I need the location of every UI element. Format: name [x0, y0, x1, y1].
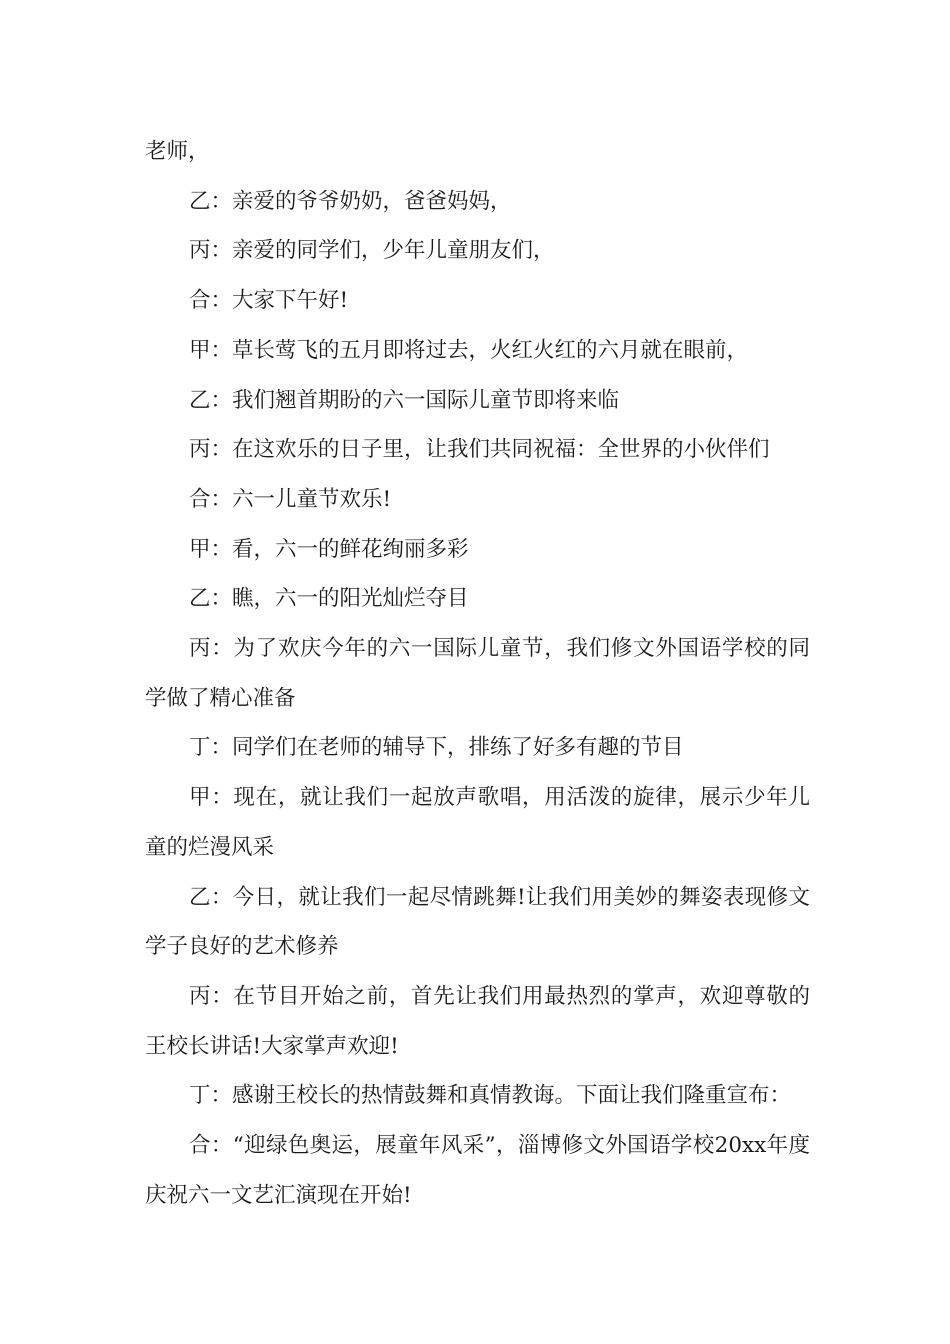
paragraph: 乙：我们翘首期盼的六一国际儿童节即将来临: [189, 387, 620, 413]
paragraph: 合：“迎绿色奥运，展童年风采”，淄博修文外国语学校20xx年度庆祝六一文艺汇演现在开始!: [145, 1133, 810, 1208]
paragraph: 合：六一儿童节欢乐!: [189, 486, 392, 512]
paragraph: 丙：在节目开始之前，首先让我们用最热烈的掌声，欢迎尊敬的王校长讲话!大家掌声欢迎!: [145, 983, 810, 1059]
paragraph: 丙：在这欢乐的日子里，让我们共同祝福：全世界的小伙伴们: [189, 437, 770, 463]
paragraph: 合：大家下午好!: [189, 288, 349, 314]
paragraph: 丁：感谢王校长的热情鼓舞和真情教诲。下面让我们隆重宣布：: [189, 1083, 792, 1109]
paragraph: 丁：同学们在老师的辅导下，排练了好多有趣的节目: [189, 735, 684, 761]
paragraph-continuation: 老师，: [145, 139, 210, 164]
paragraph: 乙：亲爱的爷爷奶奶，爸爸妈妈，: [189, 188, 512, 214]
paragraph: 乙：瞧，六一的阳光灿烂夺目: [189, 586, 469, 612]
paragraph: 丙：亲爱的同学们，少年儿童朋友们，: [189, 238, 555, 264]
paragraph: 甲：现在，就让我们一起放声歌唱，用活泼的旋律，展示少年儿童的烂漫风采: [145, 785, 810, 860]
paragraph: 丙：为了欢庆今年的六一国际儿童节，我们修文外国语学校的同学做了精心准备: [145, 636, 810, 711]
document-body: [145, 127, 810, 1220]
paragraph: 甲：草长莺飞的五月即将过去，火红火红的六月就在眼前，: [189, 337, 749, 363]
paragraph: 乙：今日，就让我们一起尽情跳舞!让我们用美妙的舞姿表现修文学子良好的艺术修养: [145, 884, 810, 960]
paragraph: 甲：看，六一的鲜花绚丽多彩: [189, 536, 469, 562]
